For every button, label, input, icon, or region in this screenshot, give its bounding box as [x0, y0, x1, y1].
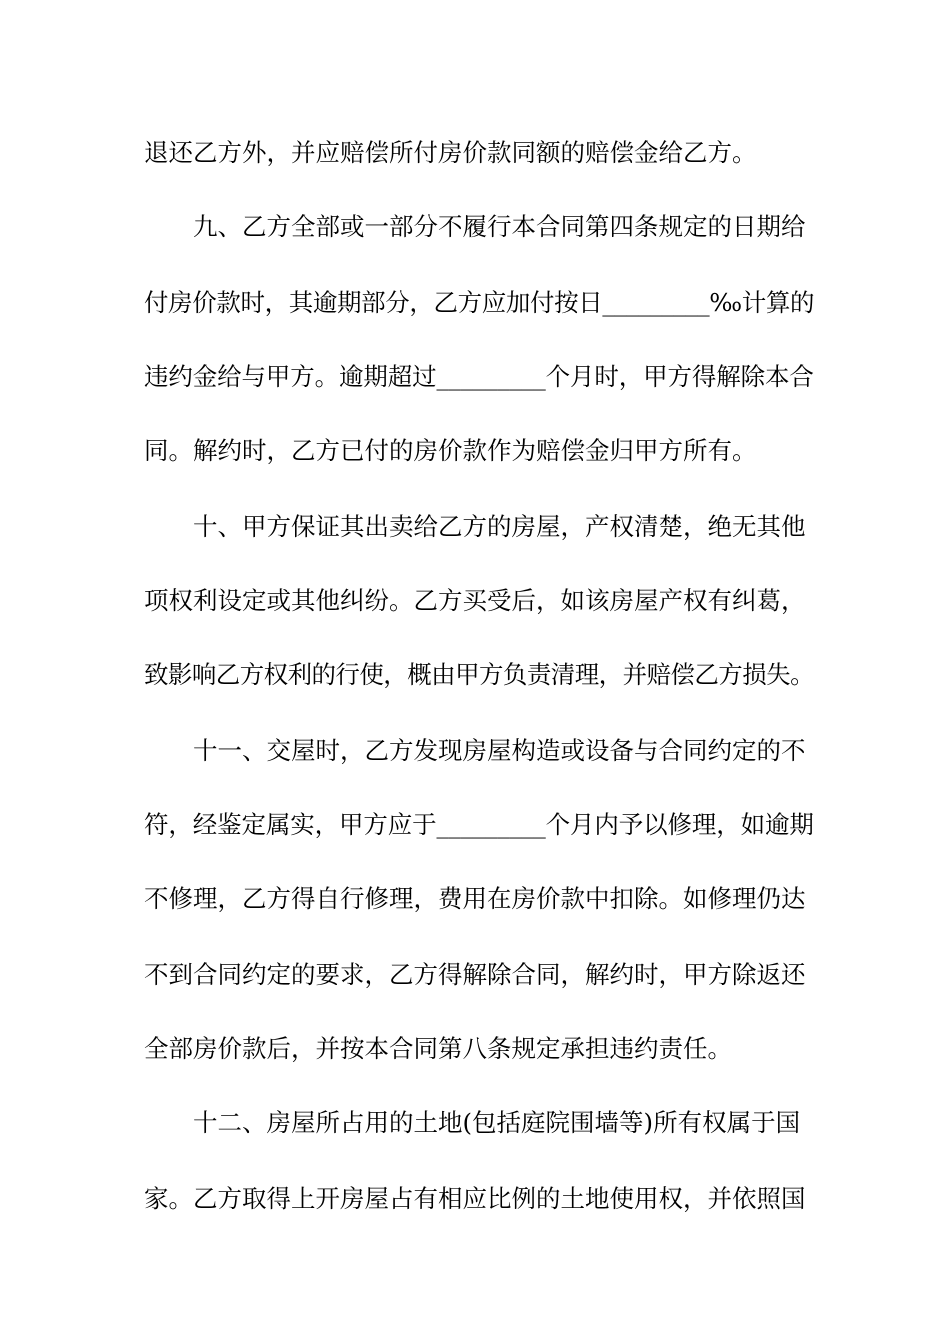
text-line: 付房价款时，其逾期部分，乙方应加付按日_________‰计算的	[144, 288, 815, 317]
text-line: 家。乙方取得上开房屋占有相应比例的土地使用权，并依照国	[144, 1184, 806, 1213]
text-line: 同。解约时，乙方已付的房价款作为赔偿金归甲方所有。	[144, 436, 757, 465]
text-line: 退还乙方外，并应赔偿所付房价款同额的赔偿金给乙方。	[144, 138, 757, 167]
text-line: 十一、交屋时，乙方发现房屋构造或设备与合同约定的不	[193, 736, 806, 765]
text-line: 十二、房屋所占用的土地(包括庭院围墙等)所有权属于国	[193, 1108, 801, 1137]
text-line: 项权利设定或其他纠纷。乙方买受后，如该房屋产权有纠葛，	[144, 586, 806, 615]
text-line: 致影响乙方权利的行使，概由甲方负责清理，并赔偿乙方损失。	[144, 660, 814, 689]
text-line: 十、甲方保证其出卖给乙方的房屋，产权清楚，绝无其他	[193, 512, 806, 541]
text-line: 不到合同约定的要求，乙方得解除合同，解约时，甲方除返还	[144, 960, 806, 989]
text-line: 违约金给与甲方。逾期超过_________个月时，甲方得解除本合	[144, 362, 814, 391]
text-line: 全部房价款后，并按本合同第八条规定承担违约责任。	[144, 1034, 732, 1063]
text-line: 不修理，乙方得自行修理，费用在房价款中扣除。如修理仍达	[144, 884, 806, 913]
text-line: 符，经鉴定属实，甲方应于_________个月内予以修理，如逾期	[144, 810, 814, 839]
text-line: 九、乙方全部或一部分不履行本合同第四条规定的日期给	[193, 212, 806, 241]
